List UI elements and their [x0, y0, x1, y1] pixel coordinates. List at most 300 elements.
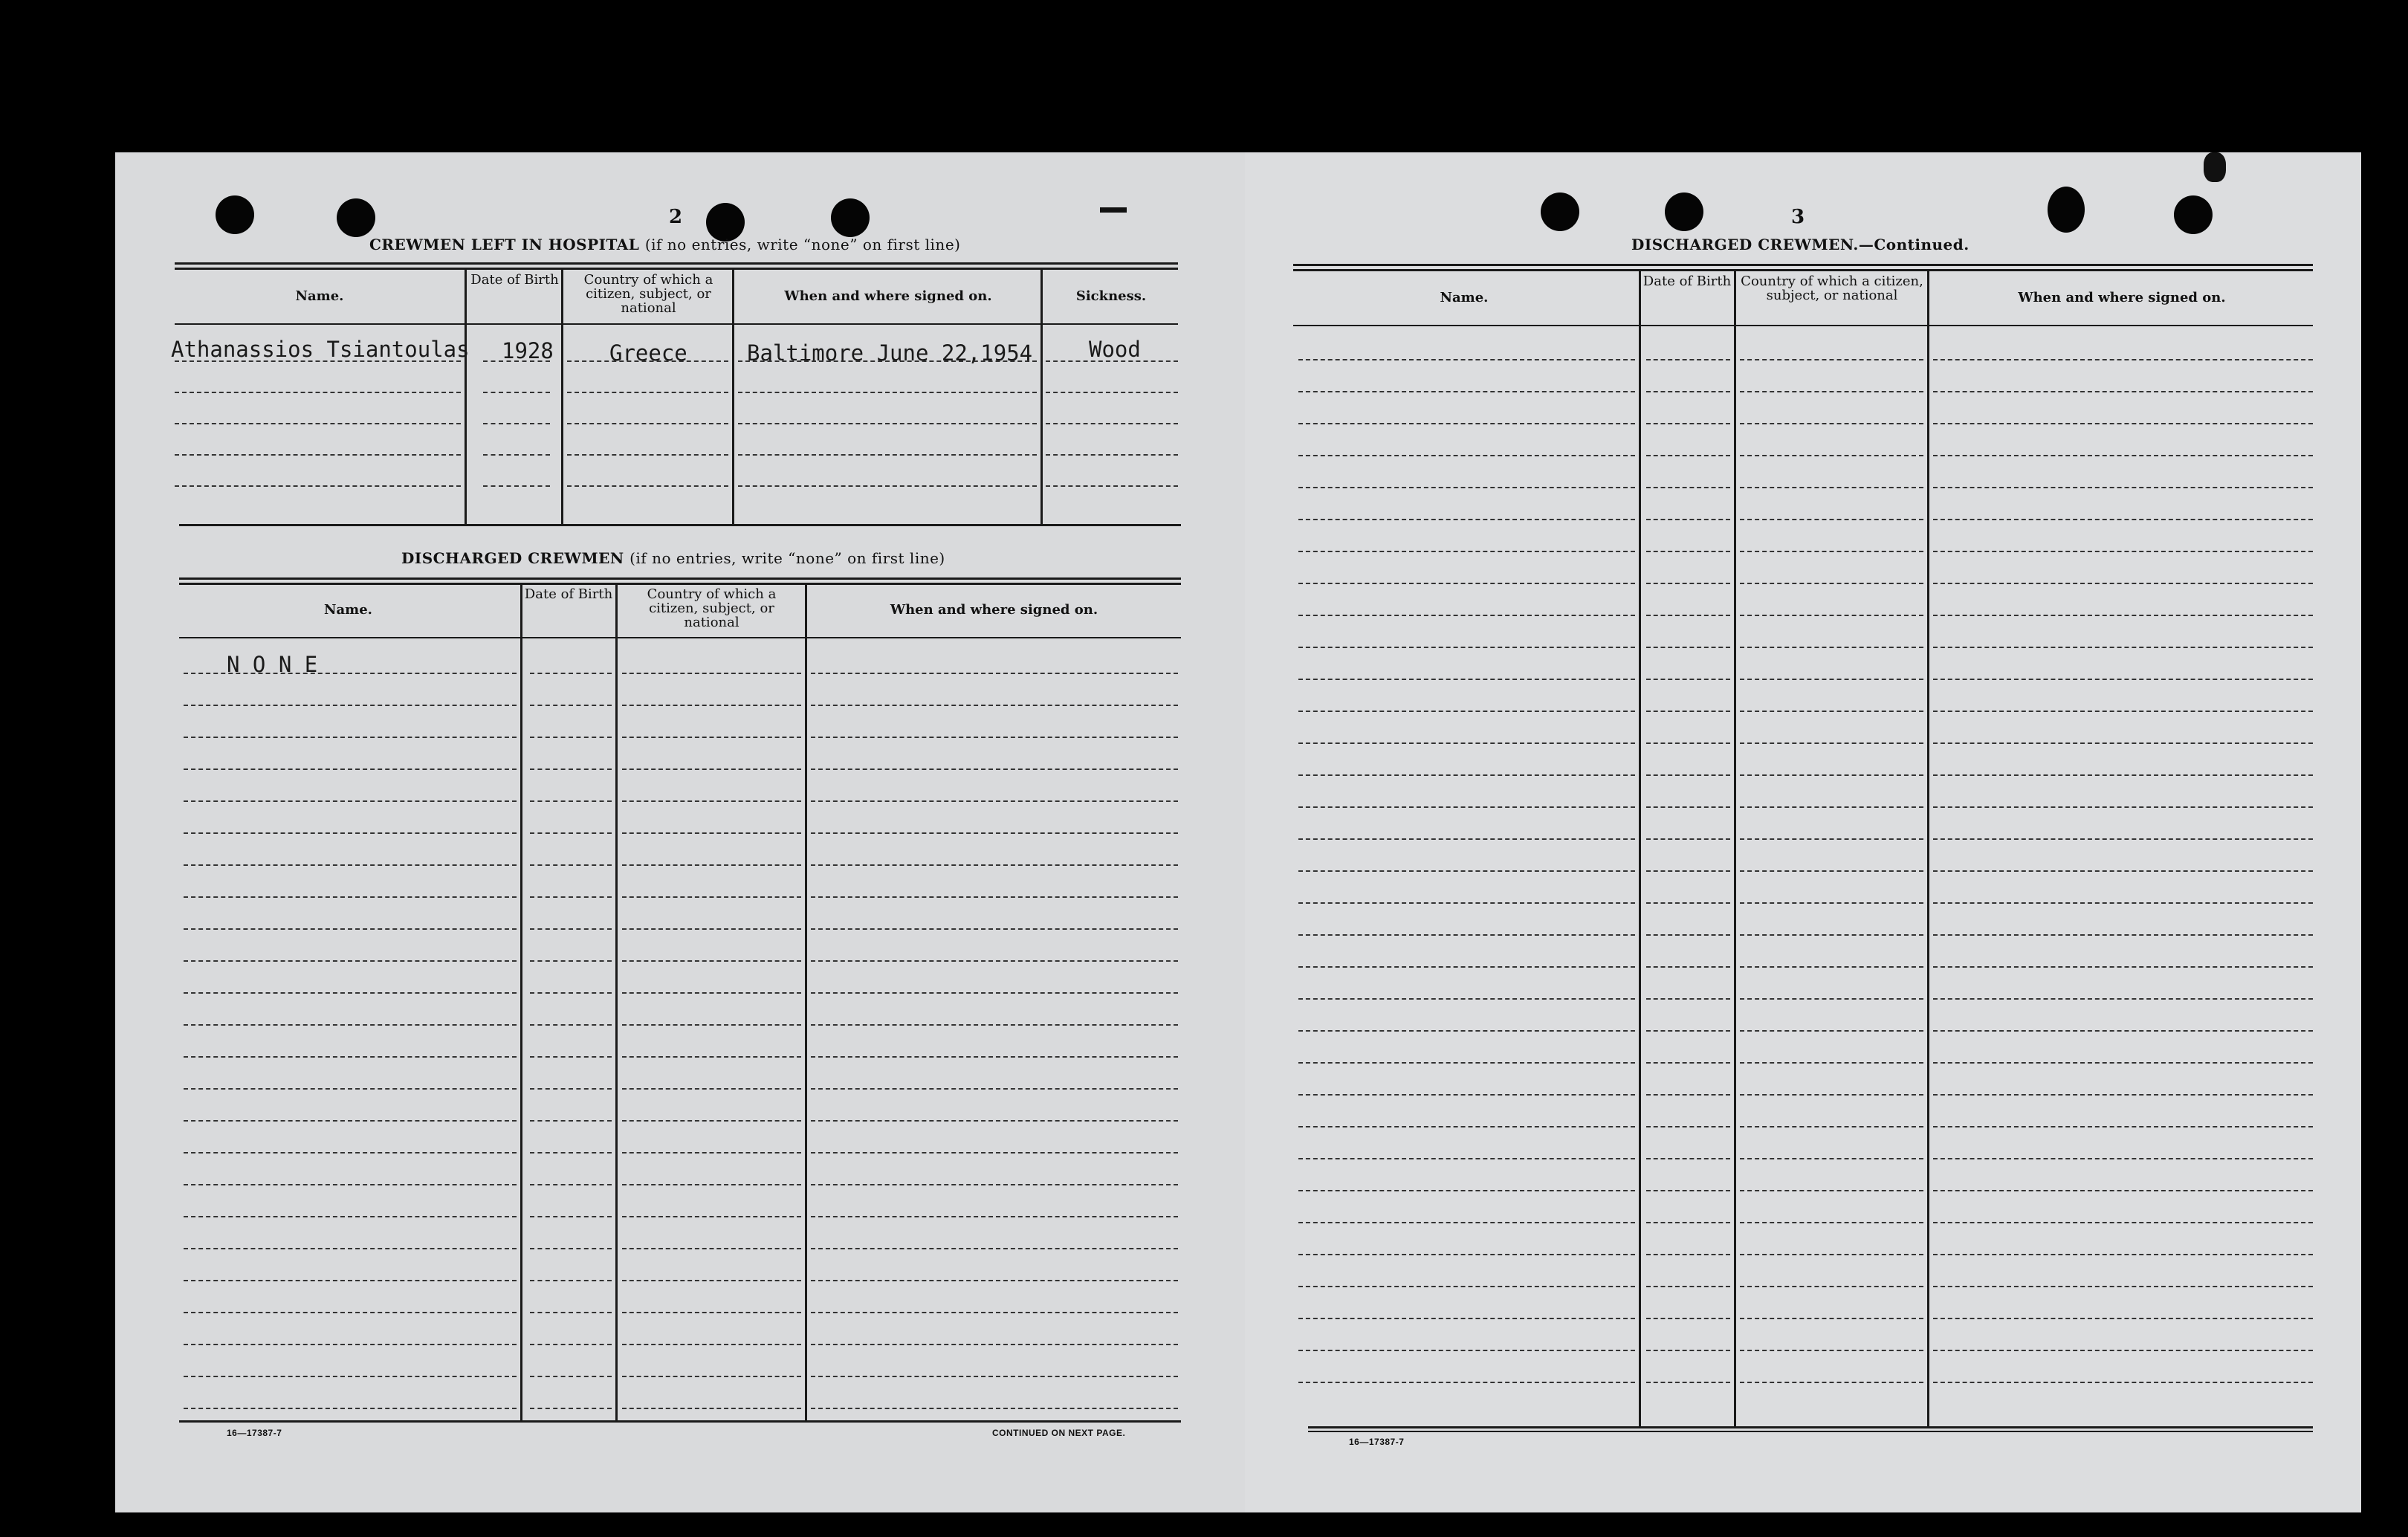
column-divider — [615, 583, 618, 1420]
dotted-line — [1933, 1030, 2313, 1032]
dotted-line — [622, 1088, 801, 1090]
punch-hole-icon — [337, 198, 375, 237]
dotted-line — [811, 1280, 1178, 1281]
dotted-line — [1646, 998, 1730, 1000]
dotted-line — [622, 705, 801, 706]
dotted-line — [1646, 838, 1730, 840]
dotted-line — [811, 1248, 1178, 1249]
dotted-line — [811, 928, 1178, 930]
dotted-line — [530, 1184, 612, 1185]
dotted-line — [175, 454, 461, 456]
dotted-line — [1298, 1350, 1635, 1351]
dotted-line — [1298, 551, 1635, 552]
dotted-line — [738, 423, 1037, 424]
dotted-line — [1298, 1286, 1635, 1287]
punch-hole-icon — [831, 198, 870, 237]
dotted-line — [1298, 1254, 1635, 1255]
dotted-line — [530, 1312, 612, 1313]
dotted-line — [1046, 423, 1178, 424]
dotted-line — [1646, 774, 1730, 776]
dotted-line — [175, 423, 461, 424]
table-rule — [1308, 1431, 2313, 1432]
dotted-line — [1298, 583, 1635, 584]
dotted-line — [811, 800, 1178, 802]
dotted-line — [1740, 1190, 1923, 1191]
dotted-line — [1933, 1318, 2313, 1319]
dotted-line — [530, 1376, 612, 1377]
dotted-line — [530, 1152, 612, 1153]
dotted-line — [1933, 679, 2313, 680]
hospital-entry-signed-on: Baltimore June 22,1954 — [747, 340, 1033, 366]
dotted-line — [1298, 1094, 1635, 1096]
column-divider — [520, 583, 522, 1420]
ink-mark — [1100, 207, 1127, 213]
dotted-line — [1740, 1158, 1923, 1159]
dotted-line — [811, 832, 1178, 834]
dotted-line — [1646, 1126, 1730, 1127]
dotted-line — [184, 864, 517, 866]
column-header-name: Name. — [1440, 290, 1489, 305]
dotted-line — [184, 832, 517, 834]
dotted-line — [1933, 806, 2313, 808]
dotted-line — [184, 960, 517, 962]
dotted-line — [567, 454, 728, 456]
column-header-country: Country of which a citizen, subject, or national — [1741, 274, 1923, 303]
column-header-name: Name. — [295, 288, 344, 304]
dotted-line — [184, 705, 517, 706]
dotted-line — [1740, 647, 1923, 648]
column-divider — [1734, 269, 1736, 1426]
discharged-continued-title: DISCHARGED CREWMEN.—Continued. — [1631, 236, 1970, 253]
dotted-line — [1298, 679, 1635, 680]
dotted-line — [1646, 423, 1730, 424]
dotted-line — [1740, 583, 1923, 584]
dotted-line — [175, 485, 461, 487]
dotted-line — [530, 705, 612, 706]
dotted-line — [1740, 1030, 1923, 1032]
table-rule — [175, 268, 1178, 270]
table-rule — [1308, 1426, 2313, 1428]
header-rule — [1293, 325, 2313, 326]
punch-hole-icon — [1665, 192, 1703, 231]
dotted-line — [1740, 359, 1923, 360]
table-rule — [179, 524, 1181, 526]
dotted-line — [1646, 1350, 1730, 1351]
dotted-line — [1933, 1126, 2313, 1127]
dotted-line — [184, 768, 517, 770]
dotted-line — [184, 737, 517, 738]
dotted-line — [1646, 1030, 1730, 1032]
dotted-line — [1298, 934, 1635, 936]
discharged-entry-none: N O N E — [227, 652, 318, 677]
column-header-name: Name. — [324, 602, 372, 618]
dotted-line — [1933, 455, 2313, 456]
dotted-line — [1646, 1158, 1730, 1159]
dotted-line — [1740, 966, 1923, 968]
dotted-line — [184, 1216, 517, 1217]
column-divider — [465, 268, 467, 524]
dotted-line — [1933, 870, 2313, 872]
dotted-line — [184, 800, 517, 802]
dotted-line — [622, 1312, 801, 1313]
dotted-line — [738, 454, 1037, 456]
table-rule — [179, 577, 1181, 580]
dotted-line — [1740, 1094, 1923, 1096]
dotted-line — [1646, 1286, 1730, 1287]
dotted-line — [622, 960, 801, 962]
dotted-line — [530, 896, 612, 898]
page-number: 3 — [1791, 206, 1805, 228]
dotted-line — [622, 1216, 801, 1217]
dotted-line — [1740, 934, 1923, 936]
dotted-line — [530, 800, 612, 802]
page-number: 2 — [669, 206, 683, 228]
dotted-line — [622, 1248, 801, 1249]
dotted-line — [622, 1184, 801, 1185]
dotted-line — [811, 1184, 1178, 1185]
dotted-line — [1740, 774, 1923, 776]
dotted-line — [1740, 487, 1923, 488]
dotted-line — [1298, 806, 1635, 808]
dotted-line — [1740, 423, 1923, 424]
dotted-line — [530, 928, 612, 930]
dotted-line — [1740, 902, 1923, 904]
hospital-entry-country: Greece — [609, 340, 687, 366]
table-rule — [1293, 269, 2313, 271]
column-header-signed-on: When and where signed on. — [890, 602, 1098, 618]
dotted-line — [1933, 647, 2313, 648]
dotted-line — [483, 485, 550, 487]
header-rule — [175, 323, 1178, 325]
table-rule — [179, 1420, 1181, 1423]
dotted-line — [1646, 934, 1730, 936]
dotted-line — [1646, 902, 1730, 904]
dotted-line — [1740, 711, 1923, 712]
dotted-line — [1298, 1062, 1635, 1064]
dotted-line — [1646, 647, 1730, 648]
dotted-line — [1646, 711, 1730, 712]
dotted-line — [1046, 454, 1178, 456]
dotted-line — [1933, 359, 2313, 360]
dotted-line — [184, 1056, 517, 1058]
column-divider — [805, 583, 807, 1420]
hospital-entry-sickness: Wood — [1089, 337, 1141, 362]
dotted-line — [184, 992, 517, 994]
column-divider — [1927, 269, 1929, 1426]
dotted-line — [622, 992, 801, 994]
dotted-line — [530, 864, 612, 866]
header-rule — [179, 637, 1181, 638]
dotted-line — [1298, 1190, 1635, 1191]
dotted-line — [1933, 1350, 2313, 1351]
dotted-line — [1740, 806, 1923, 808]
dotted-line — [175, 392, 461, 393]
left-page — [115, 152, 1245, 1512]
dotted-line — [1933, 1062, 2313, 1064]
dotted-line — [530, 673, 612, 674]
dotted-line — [811, 1312, 1178, 1313]
dotted-line — [530, 832, 612, 834]
dotted-line — [1046, 485, 1178, 487]
dotted-line — [530, 1280, 612, 1281]
dotted-line — [1646, 455, 1730, 456]
dotted-line — [1298, 966, 1635, 968]
dotted-line — [1646, 1190, 1730, 1191]
dotted-line — [1646, 551, 1730, 552]
dotted-line — [738, 360, 1037, 362]
dotted-line — [1298, 1030, 1635, 1032]
dotted-line — [1298, 870, 1635, 872]
punch-hole-icon — [2174, 195, 2213, 234]
dotted-line — [1646, 966, 1730, 968]
dotted-line — [184, 673, 517, 674]
dotted-line — [622, 768, 801, 770]
dotted-line — [530, 1024, 612, 1026]
column-header-birth: Date of Birth — [524, 586, 613, 602]
dotted-line — [184, 1408, 517, 1409]
dotted-line — [811, 960, 1178, 962]
dotted-line — [184, 928, 517, 930]
dotted-line — [1646, 391, 1730, 392]
dotted-line — [483, 392, 550, 393]
punch-hole-icon — [2048, 187, 2085, 233]
dotted-line — [1740, 838, 1923, 840]
dotted-line — [622, 1408, 801, 1409]
column-header-country: Country of which a citizen, subject, or national — [647, 586, 777, 630]
discharged-section-title: DISCHARGED CREWMEN (if no entries, write “none” on first line) — [401, 549, 945, 567]
dotted-line — [530, 1408, 612, 1409]
dotted-line — [1298, 711, 1635, 712]
dotted-line — [1646, 1318, 1730, 1319]
column-header-signed-on: When and where signed on. — [2018, 290, 2226, 305]
dotted-line — [1298, 423, 1635, 424]
dotted-line — [1740, 1254, 1923, 1255]
dotted-line — [1740, 742, 1923, 744]
column-divider — [1040, 268, 1043, 524]
dotted-line — [567, 423, 728, 424]
dotted-line — [184, 1344, 517, 1345]
dotted-line — [622, 1376, 801, 1377]
dotted-line — [811, 768, 1178, 770]
dotted-line — [1740, 1062, 1923, 1064]
dotted-line — [184, 1024, 517, 1026]
dotted-line — [1298, 391, 1635, 392]
dotted-line — [184, 1280, 517, 1281]
dotted-line — [1933, 902, 2313, 904]
dotted-line — [1046, 392, 1178, 393]
dotted-line — [1933, 1094, 2313, 1096]
dotted-line — [1740, 551, 1923, 552]
form-number: 16—17387-7 — [227, 1428, 282, 1438]
dotted-line — [1740, 1126, 1923, 1127]
dotted-line — [530, 1248, 612, 1249]
dotted-line — [1298, 1318, 1635, 1319]
dotted-line — [184, 896, 517, 898]
right-page — [1245, 152, 2361, 1512]
dotted-line — [184, 1312, 517, 1313]
dotted-line — [1646, 1254, 1730, 1255]
dotted-line — [483, 423, 550, 424]
dotted-line — [1933, 1222, 2313, 1223]
dotted-line — [184, 1376, 517, 1377]
dotted-line — [1646, 1062, 1730, 1064]
dotted-line — [567, 485, 728, 487]
dotted-line — [1740, 679, 1923, 680]
dotted-line — [175, 360, 461, 362]
column-header-country: Country of which a citizen, subject, or national — [583, 272, 713, 316]
dotted-line — [1740, 391, 1923, 392]
dotted-line — [811, 1408, 1178, 1409]
dotted-line — [1740, 519, 1923, 520]
hospital-section-title: CREWMEN LEFT IN HOSPITAL (if no entries, write “none” on first line) — [369, 236, 961, 253]
dotted-line — [1933, 583, 2313, 584]
dotted-line — [622, 673, 801, 674]
dotted-line — [1298, 1158, 1635, 1159]
dotted-line — [1933, 838, 2313, 840]
dotted-line — [530, 1216, 612, 1217]
dotted-line — [1646, 615, 1730, 616]
dotted-line — [567, 360, 728, 362]
dotted-line — [1933, 1286, 2313, 1287]
dotted-line — [1646, 870, 1730, 872]
dotted-line — [1933, 1382, 2313, 1383]
dotted-line — [530, 737, 612, 738]
dotted-line — [811, 1216, 1178, 1217]
hospital-entry-birth: 1928 — [502, 338, 554, 363]
punch-hole-icon — [1541, 192, 1579, 231]
table-rule — [1293, 264, 2313, 266]
dotted-line — [1933, 391, 2313, 392]
dotted-line — [1740, 1286, 1923, 1287]
dotted-line — [811, 992, 1178, 994]
dotted-line — [1646, 806, 1730, 808]
dotted-line — [1740, 1382, 1923, 1383]
dotted-line — [1298, 774, 1635, 776]
dotted-line — [1646, 1094, 1730, 1096]
dotted-line — [1298, 838, 1635, 840]
dotted-line — [530, 768, 612, 770]
dotted-line — [530, 1056, 612, 1058]
dotted-line — [530, 960, 612, 962]
table-rule — [179, 583, 1181, 585]
dotted-line — [1933, 519, 2313, 520]
dotted-line — [1933, 423, 2313, 424]
dotted-line — [567, 392, 728, 393]
dotted-line — [1933, 966, 2313, 968]
dotted-line — [811, 705, 1178, 706]
dotted-line — [184, 1088, 517, 1090]
dotted-line — [530, 992, 612, 994]
dotted-line — [530, 1120, 612, 1122]
dotted-line — [1298, 455, 1635, 456]
dotted-line — [184, 1152, 517, 1153]
dotted-line — [622, 1056, 801, 1058]
table-rule — [175, 262, 1178, 265]
dotted-line — [1740, 998, 1923, 1000]
dotted-line — [1298, 998, 1635, 1000]
dotted-line — [622, 896, 801, 898]
dotted-line — [811, 1152, 1178, 1153]
dotted-line — [1740, 615, 1923, 616]
column-header-birth: Date of Birth — [470, 272, 559, 288]
column-divider — [1639, 269, 1641, 1426]
dotted-line — [811, 1376, 1178, 1377]
dotted-line — [184, 1184, 517, 1185]
dotted-line — [622, 1120, 801, 1122]
dotted-line — [1646, 742, 1730, 744]
form-number: 16—17387-7 — [1349, 1437, 1405, 1447]
torn-corner — [2204, 152, 2226, 182]
column-divider — [732, 268, 734, 524]
dotted-line — [1298, 615, 1635, 616]
dotted-line — [530, 1344, 612, 1345]
dotted-line — [1740, 1350, 1923, 1351]
dotted-line — [1933, 1158, 2313, 1159]
dotted-line — [622, 737, 801, 738]
dotted-line — [1933, 615, 2313, 616]
dotted-line — [1298, 1222, 1635, 1223]
dotted-line — [1740, 1222, 1923, 1223]
column-header-birth: Date of Birth — [1642, 274, 1732, 289]
dotted-line — [184, 1120, 517, 1122]
dotted-line — [1933, 487, 2313, 488]
dotted-line — [1298, 1382, 1635, 1383]
dotted-line — [530, 1088, 612, 1090]
dotted-line — [1646, 1382, 1730, 1383]
dotted-line — [811, 737, 1178, 738]
dotted-line — [811, 1344, 1178, 1345]
dotted-line — [1933, 551, 2313, 552]
continued-note: CONTINUED ON NEXT PAGE. — [992, 1428, 1126, 1438]
dotted-line — [811, 896, 1178, 898]
punch-hole-icon — [216, 195, 254, 234]
hospital-entry-name: Athanassios Tsiantoulas — [171, 337, 470, 362]
dotted-line — [738, 392, 1037, 393]
dotted-line — [1646, 1222, 1730, 1223]
dotted-line — [1298, 1126, 1635, 1127]
dotted-line — [622, 864, 801, 866]
dotted-line — [1298, 487, 1635, 488]
dotted-line — [483, 360, 550, 362]
dotted-line — [1740, 1318, 1923, 1319]
dotted-line — [1933, 742, 2313, 744]
dotted-line — [622, 800, 801, 802]
dotted-line — [811, 1120, 1178, 1122]
dotted-line — [811, 1088, 1178, 1090]
dotted-line — [1933, 711, 2313, 712]
dotted-line — [1298, 359, 1635, 360]
dotted-line — [1298, 742, 1635, 744]
dotted-line — [622, 1280, 801, 1281]
dotted-line — [483, 454, 550, 456]
column-header-sickness: Sickness. — [1075, 288, 1147, 304]
dotted-line — [1933, 934, 2313, 936]
dotted-line — [1933, 1190, 2313, 1191]
dotted-line — [1298, 647, 1635, 648]
dotted-line — [1298, 519, 1635, 520]
dotted-line — [1933, 774, 2313, 776]
dotted-line — [1740, 455, 1923, 456]
dotted-line — [1740, 870, 1923, 872]
dotted-line — [1298, 902, 1635, 904]
dotted-line — [622, 832, 801, 834]
dotted-line — [738, 485, 1037, 487]
dotted-line — [184, 1248, 517, 1249]
dotted-line — [811, 1024, 1178, 1026]
dotted-line — [1933, 998, 2313, 1000]
dotted-line — [1933, 1254, 2313, 1255]
dotted-line — [622, 1344, 801, 1345]
